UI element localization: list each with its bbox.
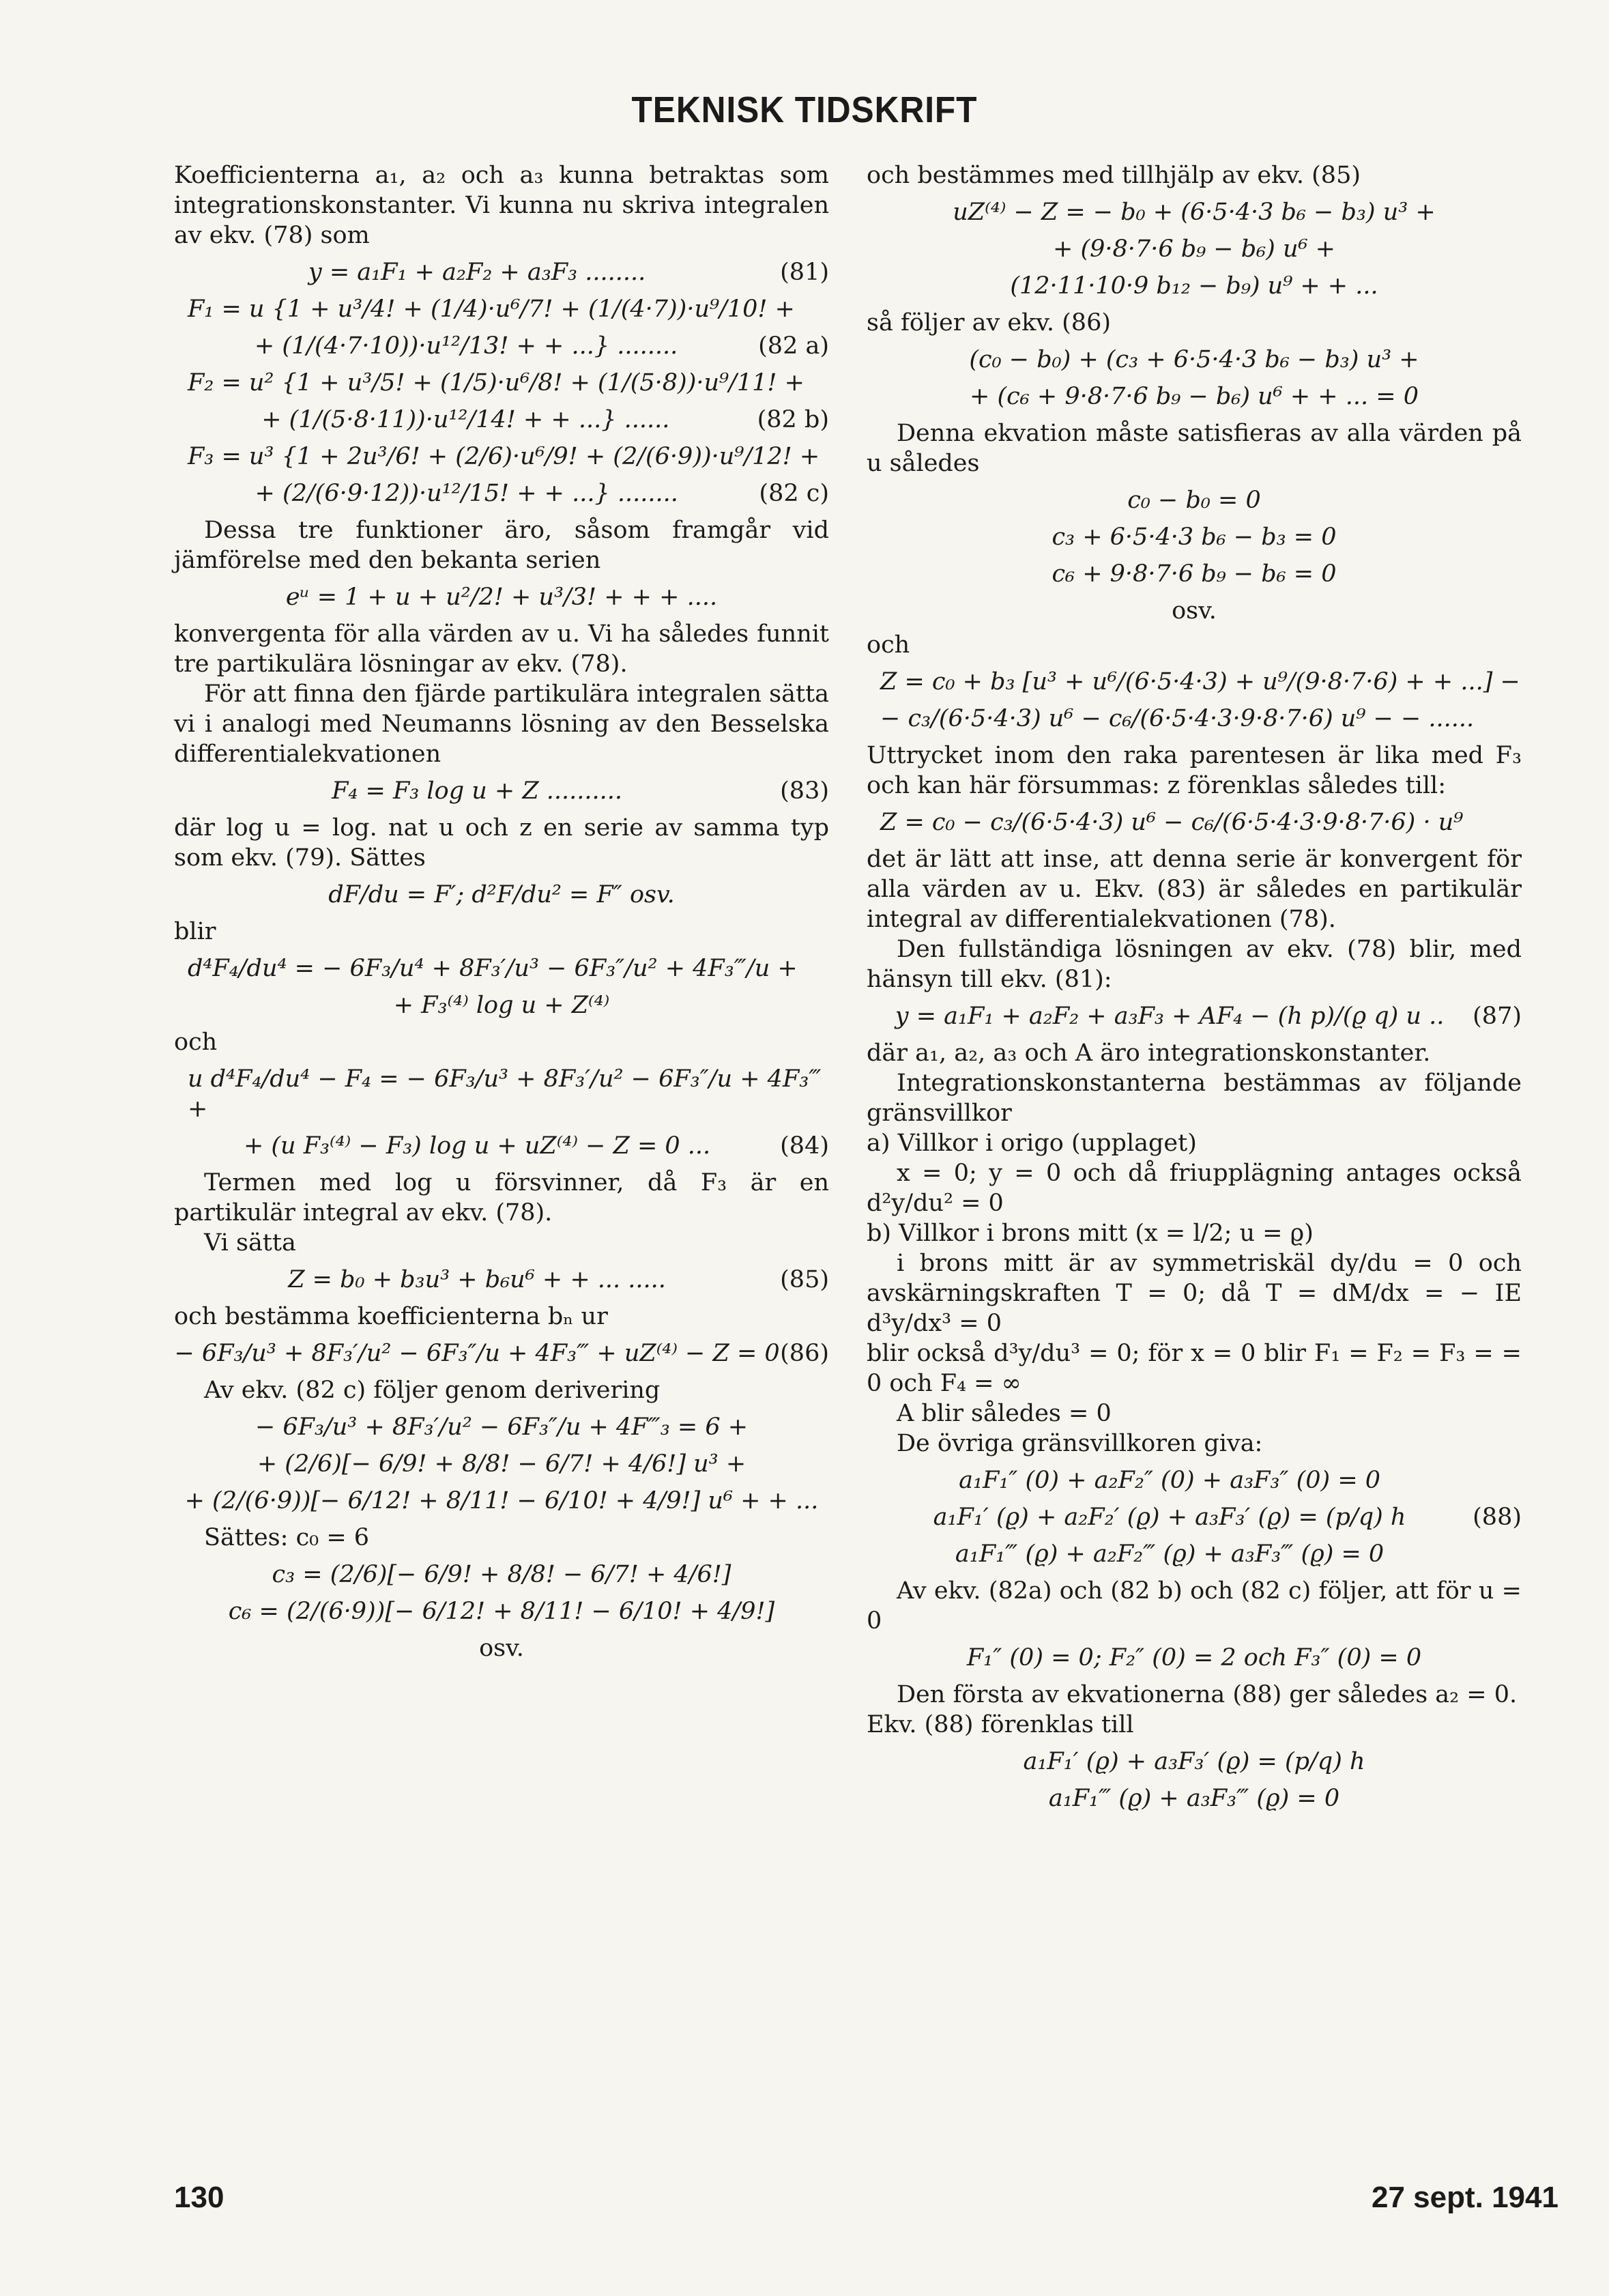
paragraph: det är lätt att inse, att denna serie är konvergent för alla värden av u. Ekv. (83) är således en partikulär integral av differentialekvationen (78). (867, 846, 1522, 933)
equation-body: u d⁴F₄/du⁴ − F₄ = − 6F₃/u³ + 8F₃′/u² − 6F₃″/u + 4F₃‴ + (188, 1065, 822, 1123)
equation-z-simplified (867, 807, 1522, 837)
equation-82b-line2 (174, 405, 829, 435)
paragraph: De övriga gränsvillkoren giva: (897, 1430, 1263, 1457)
equation-system-1 (867, 485, 1522, 515)
equation-d4-line1 (174, 953, 829, 984)
equation-body: a₁F₁′ (ϱ) + a₂F₂′ (ϱ) + a₃F₃′ (ϱ) = (p/q) h (933, 1504, 1406, 1531)
equation-body: y = a₁F₁ + a₂F₂ + a₃F₃ ........ (308, 259, 646, 286)
equation-tag: (82 b) (757, 406, 829, 433)
equation-83 (174, 776, 829, 806)
paragraph: blir (174, 918, 216, 945)
equation-body: eᵘ = 1 + u + u²/2! + u³/3! + + + .... (285, 584, 718, 611)
equation-body: y = a₁F₁ + a₂F₂ + a₃F₃ + AF₄ − (h p)/(ϱ q) u .. (895, 1003, 1445, 1030)
equation-body: dF/du = F′; d²F/du² = F″ osv. (328, 881, 675, 908)
equation-body: − 6F₃/u³ + 8F₃′/u² − 6F₃″/u + 4F‴₃ = 6 + (255, 1414, 749, 1441)
paragraph: Av ekv. (82a) och (82 b) och (82 c) följer, att för u = 0 (867, 1577, 1522, 1635)
paragraph: x = 0; y = 0 och då friupplägning antages också d²y/du² = 0 (867, 1160, 1522, 1217)
equation-84-line1 (174, 1064, 829, 1124)
equation-c-line2 (867, 382, 1522, 412)
paragraph: Ekv. (88) förenklas till (867, 1711, 1134, 1738)
equation-82b-line1 (174, 368, 829, 398)
paragraph: Termen med log u försvinner, då F₃ är en partikulär integral av ekv. (78). (174, 1169, 829, 1226)
equation-82a-line2 (174, 331, 829, 361)
equation-body: c₃ = (2/6)[− 6/9! + 8/8! − 6/7! + 4/6!] (272, 1561, 731, 1588)
equation-body: + F₃⁽⁴⁾ log u + Z⁽⁴⁾ (393, 992, 610, 1019)
paragraph: Uttrycket inom den raka parentesen är lika med F₃ och kan här försummas: z förenklas således till: (867, 742, 1522, 799)
equation-tag: (84) (780, 1132, 829, 1160)
equation-body: + (1/(5·8·11))·u¹²/14! + + ...} ...... (261, 406, 670, 433)
paragraph: Denna ekvation måste satisfieras av alla värden på u således (867, 420, 1522, 477)
equation-88-line3 (867, 1539, 1473, 1569)
equation-system-2 (867, 522, 1522, 552)
equation-c3 (174, 1560, 829, 1590)
paragraph: För att finna den fjärde partikulära integralen sätta vi i analogi med Neumanns lösning av den Besselska differentialekvationen (174, 680, 829, 768)
equation-body: a₁F₁‴ (ϱ) + a₃F₃‴ (ϱ) = 0 (1048, 1785, 1340, 1812)
equation-body: (c₀ − b₀) + (c₃ + 6·5·4·3 b₆ − b₃) u³ + (969, 346, 1419, 373)
equation-88-line1 (867, 1465, 1473, 1495)
equation-tag: (88) (1473, 1504, 1522, 1531)
equation-body: + (2/(6·9))[− 6/12! + 8/11! − 6/10! + 4/9!] u⁶ + + ... (184, 1487, 819, 1515)
equation-88 (867, 1459, 1522, 1576)
paragraph: och (174, 1029, 218, 1056)
equation-81 (174, 257, 829, 287)
equation-z-line2 (867, 704, 1522, 734)
equation-c6 (174, 1596, 829, 1626)
equation-derivation-line2 (174, 1449, 829, 1479)
paragraph: Den första av ekvationerna (88) ger således a₂ = 0. (897, 1681, 1518, 1708)
equation-body: F₁″ (0) = 0; F₂″ (0) = 2 och F₃″ (0) = 0 (966, 1644, 1422, 1671)
equation-body: + (2/(6·9·12))·u¹²/15! + + ...} ........ (255, 480, 678, 507)
equation-body: c₀ − b₀ = 0 (1127, 487, 1261, 514)
paragraph: konvergenta för alla värden av u. Vi ha således funnit tre partikulära lösningar av ekv. (78). (174, 620, 829, 678)
equation-body: c₃ + 6·5·4·3 b₆ − b₃ = 0 (1052, 523, 1337, 551)
equation-derivation-line3 (174, 1486, 829, 1516)
equation-tag: (87) (1473, 1003, 1522, 1030)
equation-body: + (2/6)[− 6/9! + 8/8! − 6/7! + 4/6!] u³ + (257, 1450, 746, 1478)
masthead: TEKNISK TIDSKRIFT (631, 89, 978, 130)
equation-85 (174, 1265, 829, 1295)
equation-body: F₃ = u³ {1 + 2u³/6! + (2/6)·u⁶/9! + (2/(6·9))·u⁹/12! + (188, 443, 820, 470)
equation-82a-line1 (174, 294, 829, 324)
paragraph: Vi sätta (204, 1229, 296, 1257)
paragraph: Koefficienterna a₁, a₂ och a₃ kunna betraktas som integrationskonstanter. Vi kunna nu skriva integralen av ekv. (78) som (174, 162, 829, 249)
equation-body: c₆ = (2/(6·9))[− 6/12! + 8/11! − 6/10! + 4/9!] (228, 1598, 775, 1625)
equation-tag: (81) (780, 259, 829, 286)
equation-body: Z = b₀ + b₃u³ + b₆u⁶ + + ... ..... (288, 1266, 666, 1293)
equation-system-3 (867, 559, 1522, 589)
equation-body: − 6F₃/u³ + 8F₃′/u² − 6F₃″/u + 4F₃‴ + uZ⁽⁴⁾ − Z = 0 (174, 1340, 780, 1367)
equation-derivatives (174, 880, 829, 910)
equation-tag: (85) (780, 1266, 829, 1293)
equation-body: + (c₆ + 9·8·7·6 b₉ − b₆) u⁶ + + ... = 0 (970, 383, 1419, 410)
equation-82c-line2 (174, 478, 829, 508)
equation-body: + (u F₃⁽⁴⁾ − F₃) log u + uZ⁽⁴⁾ − Z = 0 ... (243, 1132, 711, 1160)
equation-uz-line3 (867, 271, 1522, 301)
equation-86 (174, 1338, 829, 1368)
paragraph: Den fullständiga lösningen av ekv. (78) blir, med hänsyn till ekv. (81): (867, 936, 1522, 993)
equation-c-line1 (867, 345, 1522, 375)
paragraph: så följer av ekv. (86) (867, 309, 1111, 336)
paragraph: och bestämma koefficienterna bₙ ur (174, 1303, 608, 1330)
paragraph: där log u = log. nat u och z en serie av samma typ som ekv. (79). Sättes (174, 814, 829, 872)
equation-body: c₆ + 9·8·7·6 b₉ − b₆ = 0 (1052, 560, 1337, 588)
equation-body: − c₃/(6·5·4·3) u⁶ − c₆/(6·5·4·3·9·8·7·6) u⁹ − − ...... (880, 705, 1475, 732)
paragraph: Integrationskonstanterna bestämmas av följande gränsvillkor (867, 1070, 1522, 1127)
paragraph: b) Villkor i brons mitt (x = l/2; u = ϱ) (867, 1220, 1314, 1247)
equation-body: a₁F₁″ (0) + a₂F₂″ (0) + a₃F₃″ (0) = 0 (959, 1467, 1381, 1494)
equation-body: (12·11·10·9 b₁₂ − b₉) u⁹ + + ... (1010, 272, 1378, 300)
equation-uz-line2 (867, 234, 1522, 264)
equation-body: d⁴F₄/du⁴ = − 6F₃/u⁴ + 8F₃′/u³ − 6F₃″/u² + 4F₃‴/u + (188, 955, 798, 982)
issue-date: 27 sept. 1941 (1372, 2181, 1559, 2214)
equation-derivation-line1 (174, 1412, 829, 1442)
equation-body: uZ⁽⁴⁾ − Z = − b₀ + (6·5·4·3 b₆ − b₃) u³ + (953, 199, 1436, 226)
paragraph: och bestämmes med tillhjälp av ekv. (85) (867, 162, 1361, 189)
osv-label: osv. (1172, 597, 1217, 625)
equation-d4-line2 (174, 990, 829, 1020)
equation-tag: (82 c) (759, 480, 829, 507)
equation-body: F₄ = F₃ log u + Z .......... (332, 777, 623, 805)
equation-body: F₁ = u {1 + u³/4! + (1/4)·u⁶/7! + (1/(4·7))·u⁹/10! + (188, 296, 795, 323)
paragraph: blir också d³y/du³ = 0; för x = 0 blir F₁ = F₂ = F₃ = = 0 och F₄ = ∞ (867, 1340, 1522, 1397)
equation-body: Z = c₀ − c₃/(6·5·4·3) u⁶ − c₆/(6·5·4·3·9·8·7·6) · u⁹ (880, 809, 1464, 836)
equation-exp-series (174, 582, 829, 612)
paragraph: Dessa tre funktioner äro, såsom framgår vid jämförelse med den bekanta serien (174, 517, 829, 574)
right-column (867, 160, 1522, 1820)
equation-body: + (9·8·7·6 b₉ − b₆) u⁶ + (1053, 235, 1335, 263)
equation-uz-line1 (867, 197, 1522, 227)
equation-final-2 (867, 1783, 1522, 1813)
paragraph: och (867, 631, 910, 659)
paragraph: där a₁, a₂, a₃ och A äro integrationskonstanter. (867, 1039, 1431, 1067)
equation-body: a₁F₁′ (ϱ) + a₃F₃′ (ϱ) = (p/q) h (1023, 1748, 1365, 1775)
equation-tag: (83) (780, 777, 829, 805)
left-column (174, 160, 829, 1663)
equation-final-1 (867, 1747, 1522, 1777)
equation-body: + (1/(4·7·10))·u¹²/13! + + ...} ........ (254, 332, 678, 360)
paragraph: Av ekv. (82 c) följer genom derivering (204, 1377, 661, 1404)
equation-body: Z = c₀ + b₃ [u³ + u⁶/(6·5·4·3) + u⁹/(9·8·7·6) + + ...] − (880, 668, 1520, 695)
equation-82c-line1 (174, 442, 829, 472)
equation-F-at-zero (867, 1643, 1522, 1673)
paragraph: A blir således = 0 (897, 1400, 1112, 1427)
paragraph: a) Villkor i origo (upplaget) (867, 1130, 1197, 1157)
equation-84-line2 (174, 1131, 829, 1161)
equation-88-line2 (867, 1502, 1473, 1532)
equation-z-line1 (867, 667, 1522, 697)
paragraph: Sättes: c₀ = 6 (204, 1524, 370, 1551)
equation-tag: (82 a) (758, 332, 829, 360)
page-number: 130 (174, 2181, 224, 2214)
equation-87 (867, 1001, 1522, 1031)
paragraph: i brons mitt är av symmetriskäl dy/du = 0 och avskärningskraften T = 0; då T = dM/dx = − IE d³y/dx³ = 0 (867, 1250, 1522, 1337)
equation-body: F₂ = u² {1 + u³/5! + (1/5)·u⁶/8! + (1/(5·8))·u⁹/11! + (188, 369, 804, 397)
equation-body: a₁F₁‴ (ϱ) + a₂F₂‴ (ϱ) + a₃F₃‴ (ϱ) = 0 (955, 1540, 1385, 1568)
equation-tag: (86) (780, 1340, 829, 1367)
osv-label: osv. (479, 1635, 524, 1662)
